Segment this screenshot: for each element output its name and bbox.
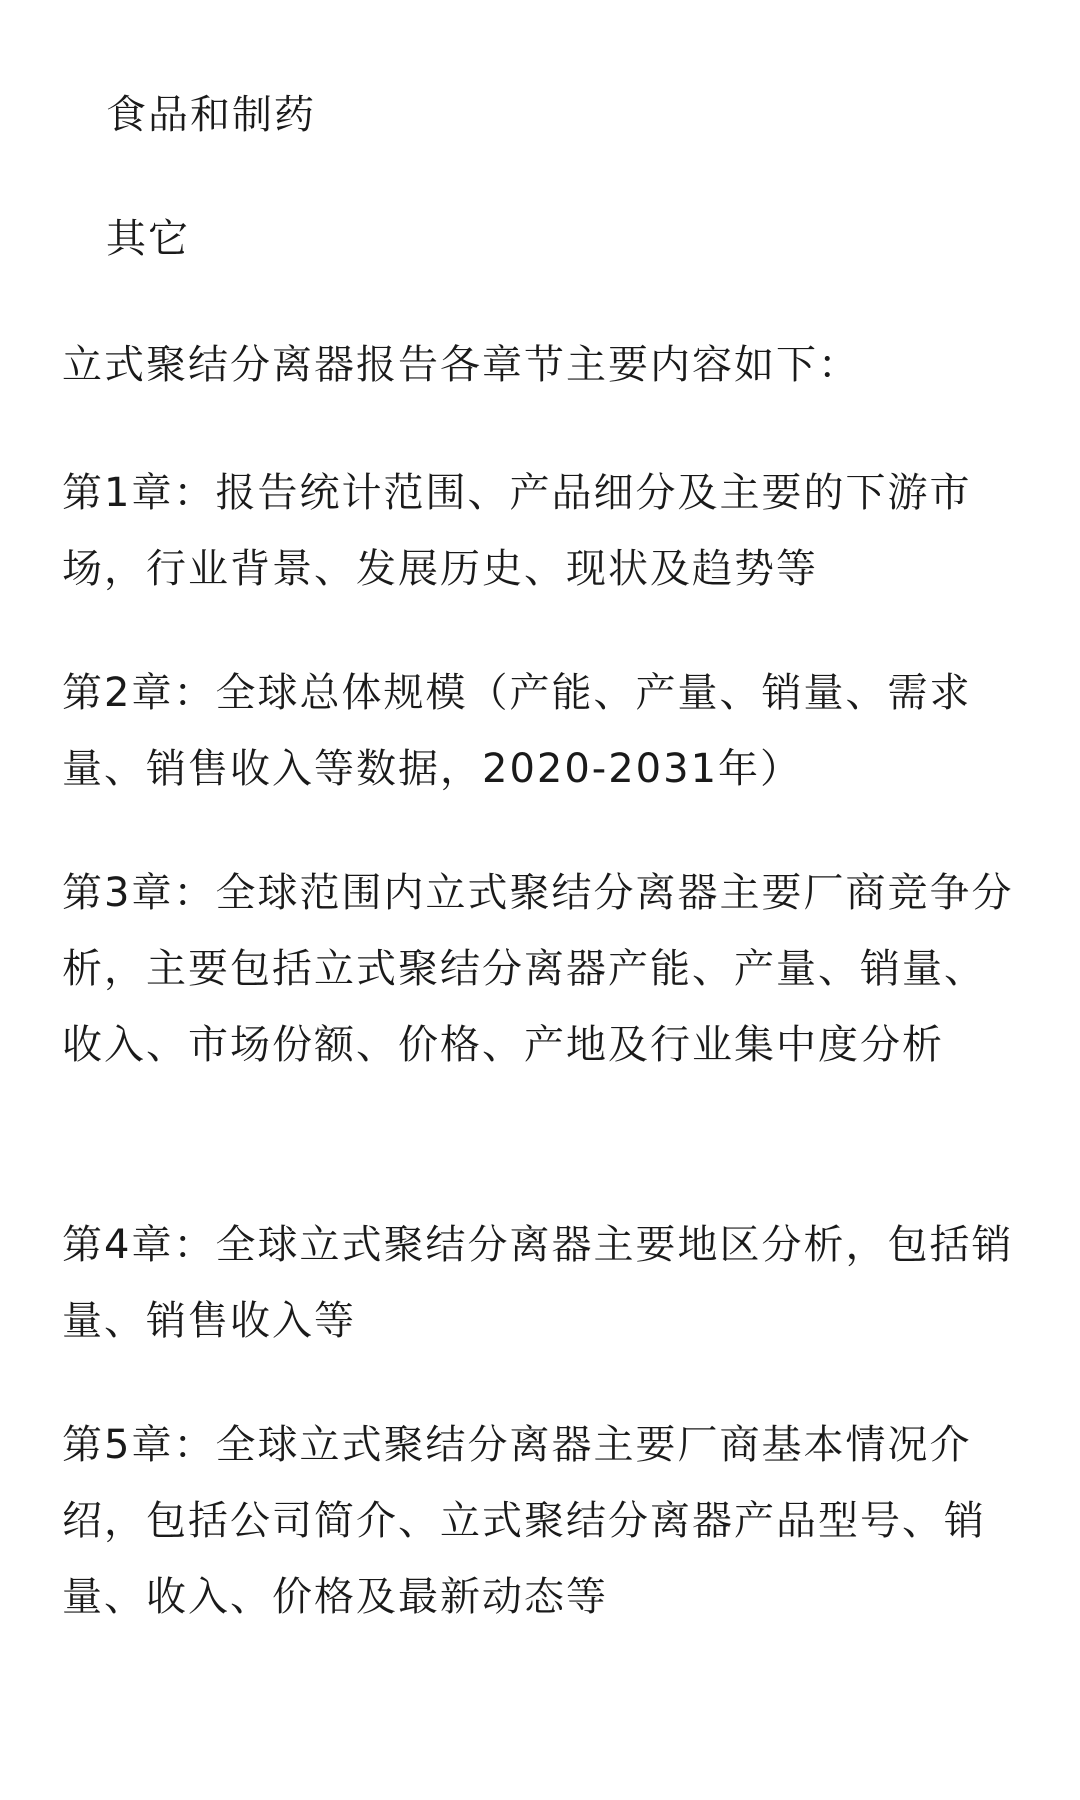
application-item-food-pharma: 食品和制药 — [106, 92, 316, 138]
chapter-1-summary: 第1章：报告统计范围、产品细分及主要的下游市场，行业背景、发展历史、现状及趋势等 — [62, 470, 972, 592]
chapter-intro: 立式聚结分离器报告各章节主要内容如下： — [62, 342, 860, 388]
chapter-4-summary: 第4章：全球立式聚结分离器主要地区分析，包括销量、销售收入等 — [62, 1222, 1014, 1344]
application-item-other: 其它 — [106, 216, 190, 262]
chapter-5-summary: 第5章：全球立式聚结分离器主要厂商基本情况介绍，包括公司简介、立式聚结分离器产品型号、销量、收入、价格及最新动态等 — [62, 1422, 986, 1620]
chapter-3-summary: 第3章：全球范围内立式聚结分离器主要厂商竞争分析，主要包括立式聚结分离器产能、产量、销量、收入、市场份额、价格、产地及行业集中度分析 — [62, 870, 1014, 1068]
chapter-2-summary: 第2章：全球总体规模（产能、产量、销量、需求量、销售收入等数据，2020-2031年） — [62, 670, 972, 792]
